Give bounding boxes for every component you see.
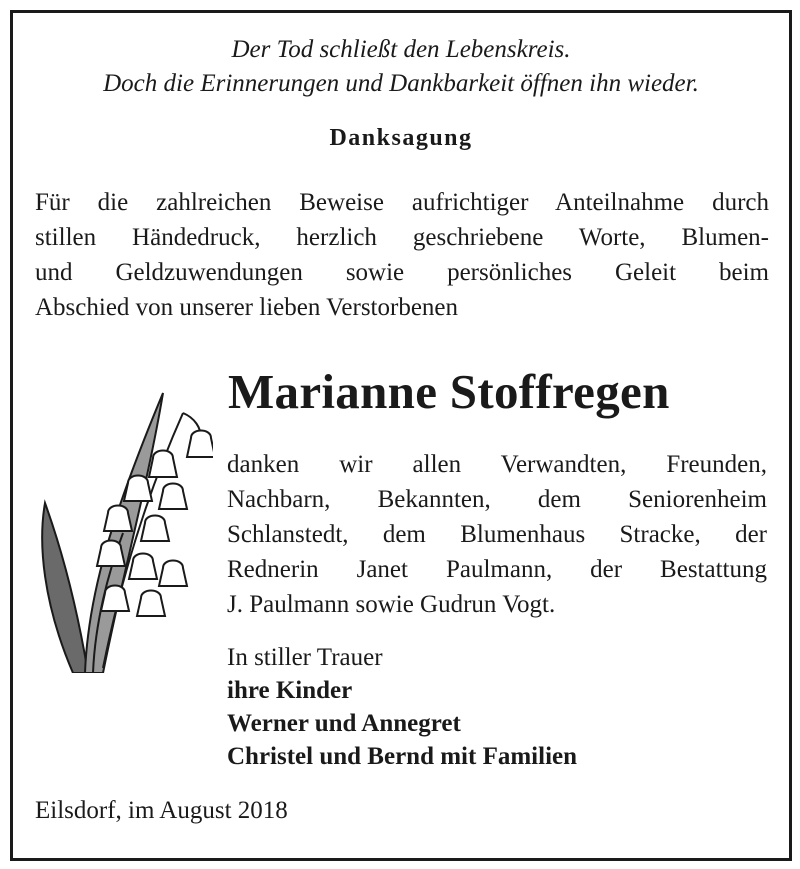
mourner-line-3: Christel und Bernd mit Familien bbox=[227, 743, 578, 770]
intro-text bbox=[35, 185, 769, 325]
heading: Danksagung bbox=[329, 125, 473, 151]
mourning-signature bbox=[227, 641, 577, 773]
deceased-name: Marianne Stoffregen bbox=[228, 364, 670, 419]
motto bbox=[13, 33, 789, 101]
motto-line-1: Der Tod schließt den Lebenskreis. bbox=[231, 36, 571, 63]
mourner-line-2: Werner und Annegret bbox=[227, 710, 461, 737]
lily-of-the-valley-icon bbox=[33, 373, 213, 673]
thanks-text bbox=[227, 447, 767, 622]
motto-line-2: Doch die Erinnerungen und Dankbarkeit öffnen ihn wieder. bbox=[103, 70, 699, 97]
thanks-line-2: Nachbarn, Bekannten, dem Seniorenheim bbox=[227, 486, 767, 513]
intro-line-4: Abschied von unserer lieben Verstorbenen bbox=[35, 294, 459, 321]
mourning-intro: In stiller Trauer bbox=[227, 644, 383, 671]
mourner-line-1: ihre Kinder bbox=[227, 677, 353, 704]
place-date: Eilsdorf, im August 2018 bbox=[35, 797, 288, 824]
thanks-line-1: danken wir allen Verwandten, Freunden, bbox=[227, 451, 767, 478]
thanks-line-4: Rednerin Janet Paulmann, der Bestattung bbox=[227, 556, 767, 583]
intro-line-2: stillen Händedruck, herzlich geschriebene Worte, Blumen- bbox=[35, 224, 769, 251]
obituary-notice bbox=[10, 10, 792, 861]
thanks-line-5: J. Paulmann sowie Gudrun Vogt. bbox=[227, 591, 556, 618]
intro-line-1: Für die zahlreichen Beweise aufrichtiger Anteilnahme durch bbox=[35, 189, 769, 216]
thanks-line-3: Schlanstedt, dem Blumenhaus Stracke, der bbox=[227, 521, 767, 548]
intro-line-3: und Geldzuwendungen sowie persönliches Geleit beim bbox=[35, 259, 769, 286]
